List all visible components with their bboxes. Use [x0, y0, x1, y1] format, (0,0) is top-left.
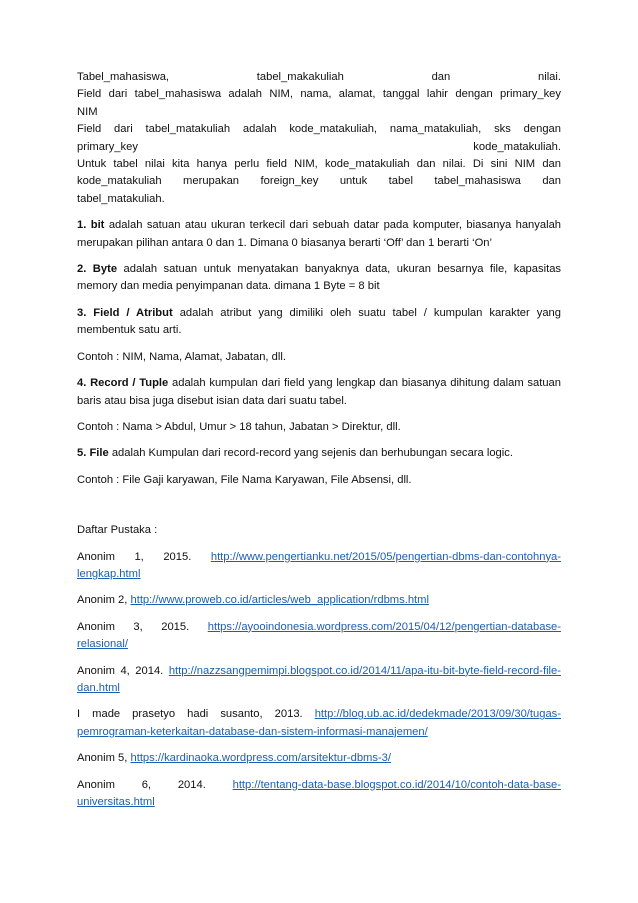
example-file: Contoh : File Gaji karyawan, File Nama Karyawan, File Absensi, dll.: [77, 473, 412, 486]
intro-line: Field dari tabel_matakuliah adalah kode_matakuliah, nama_matakuliah, sks dengan: [77, 123, 561, 136]
reference-item: [77, 777, 561, 812]
definition-field: [77, 305, 561, 340]
definition-text: adalah kumpulan dari field yang lengkap dan biasanya dihitung dalam satuan baris atau bisa juga disebut isian data dari suatu tabel.: [77, 377, 561, 407]
reference-item: [77, 592, 561, 609]
definition-file: [77, 445, 561, 462]
reference-prefix: I made prasetyo hadi susanto, 2013.: [77, 708, 315, 721]
definition-text: adalah atribut yang dimiliki oleh suatu tabel / kumpulan karakter yang membentuk satu arti.: [77, 306, 561, 337]
reference-item: [77, 549, 561, 584]
intro-line: tabel_matakuliah.: [77, 192, 165, 205]
term: 3. Field / Atribut: [77, 306, 173, 319]
reference-prefix: Anonim 3, 2015.: [77, 620, 208, 633]
definition-bit: [77, 217, 561, 252]
reference-prefix: Anonim 6, 2014.: [77, 778, 233, 791]
reference-prefix: Anonim 5,: [77, 752, 131, 765]
intro-line: Tabel_mahasiswa, tabel_makakuliah dan nilai.: [77, 71, 561, 83]
intro-line: Untuk tabel nilai kita hanya perlu field NIM, kode_matakuliah dan nilai. Di sini NIM dan: [77, 158, 561, 171]
references-heading: Daftar Pustaka :: [77, 524, 158, 537]
reference-item: [77, 750, 561, 767]
intro-line: Field dari tabel_mahasiswa adalah NIM, nama, alamat, tanggal lahir dengan primary_key: [77, 88, 561, 101]
reference-link[interactable]: https://ayooindonesia.wordpress.com/2015/04/12/pengertian-database-relasional/: [77, 620, 561, 651]
reference-link[interactable]: https://kardinaoka.wordpress.com/arsitektur-dbms-3/: [130, 752, 392, 765]
term: 2. Byte: [77, 263, 118, 276]
intro-paragraph: [77, 69, 561, 208]
reference-prefix: Anonim 4, 2014.: [77, 664, 169, 677]
reference-item: [77, 706, 561, 741]
reference-link[interactable]: http://tentang-data-base.blogspot.co.id/2014/10/contoh-data-base-universitas.html: [77, 778, 561, 808]
reference-link[interactable]: http://blog.ub.ac.id/dedekmade/2013/09/30/tugas-pemrograman-keterkaitan-database-dan-sistem-informasi-manajemen/: [77, 708, 561, 738]
example-field: Contoh : NIM, Nama, Alamat, Jabatan, dll.: [77, 350, 286, 363]
intro-line: primary_key kode_matakuliah.: [77, 140, 561, 153]
reference-item: [77, 663, 561, 698]
term: 4. Record / Tuple: [77, 377, 169, 390]
reference-link[interactable]: http://www.proweb.co.id/articles/web_application/rdbms.html: [130, 594, 429, 607]
reference-item: [77, 619, 561, 654]
reference-link[interactable]: http://nazzsangpemimpi.blogspot.co.id/2014/11/apa-itu-bit-byte-field-record-file-dan.html: [77, 664, 561, 694]
definition-text: adalah satuan atau ukuran terkecil dari sebuah datar pada komputer, biasanya hanyalah merupakan pilihan antara 0 dan 1. Dimana 0 biasanya berarti ‘Off’ dan 1 berarti ‘On’: [77, 219, 562, 249]
term: 5. File: [77, 447, 109, 460]
intro-line: kode_matakuliah merupakan foreign_key untuk tabel tabel_mahasiswa dan: [77, 175, 561, 188]
reference-link[interactable]: http://www.pengertianku.net/2015/05/pengertian-dbms-dan-contohnya-lengkap.html: [77, 550, 561, 580]
definition-record: [77, 375, 561, 410]
term: 1. bit: [77, 219, 105, 232]
definition-text: adalah satuan untuk menyatakan banyaknya data, ukuran besarnya file, kapasitas memory dan media penyimpanan data. dimana 1 Byte = 8 bit: [77, 263, 562, 293]
document-page: [77, 69, 561, 811]
reference-prefix: Anonim 1, 2015.: [77, 550, 211, 563]
example-record: Contoh : Nama > Abdul, Umur > 18 tahun, Jabatan > Direktur, dll.: [77, 420, 401, 433]
intro-line: NIM: [77, 105, 98, 118]
definition-byte: [77, 261, 561, 296]
reference-prefix: Anonim 2,: [77, 594, 131, 607]
definition-text: adalah Kumpulan dari record-record yang sejenis dan berhubungan secara logic.: [108, 447, 513, 460]
